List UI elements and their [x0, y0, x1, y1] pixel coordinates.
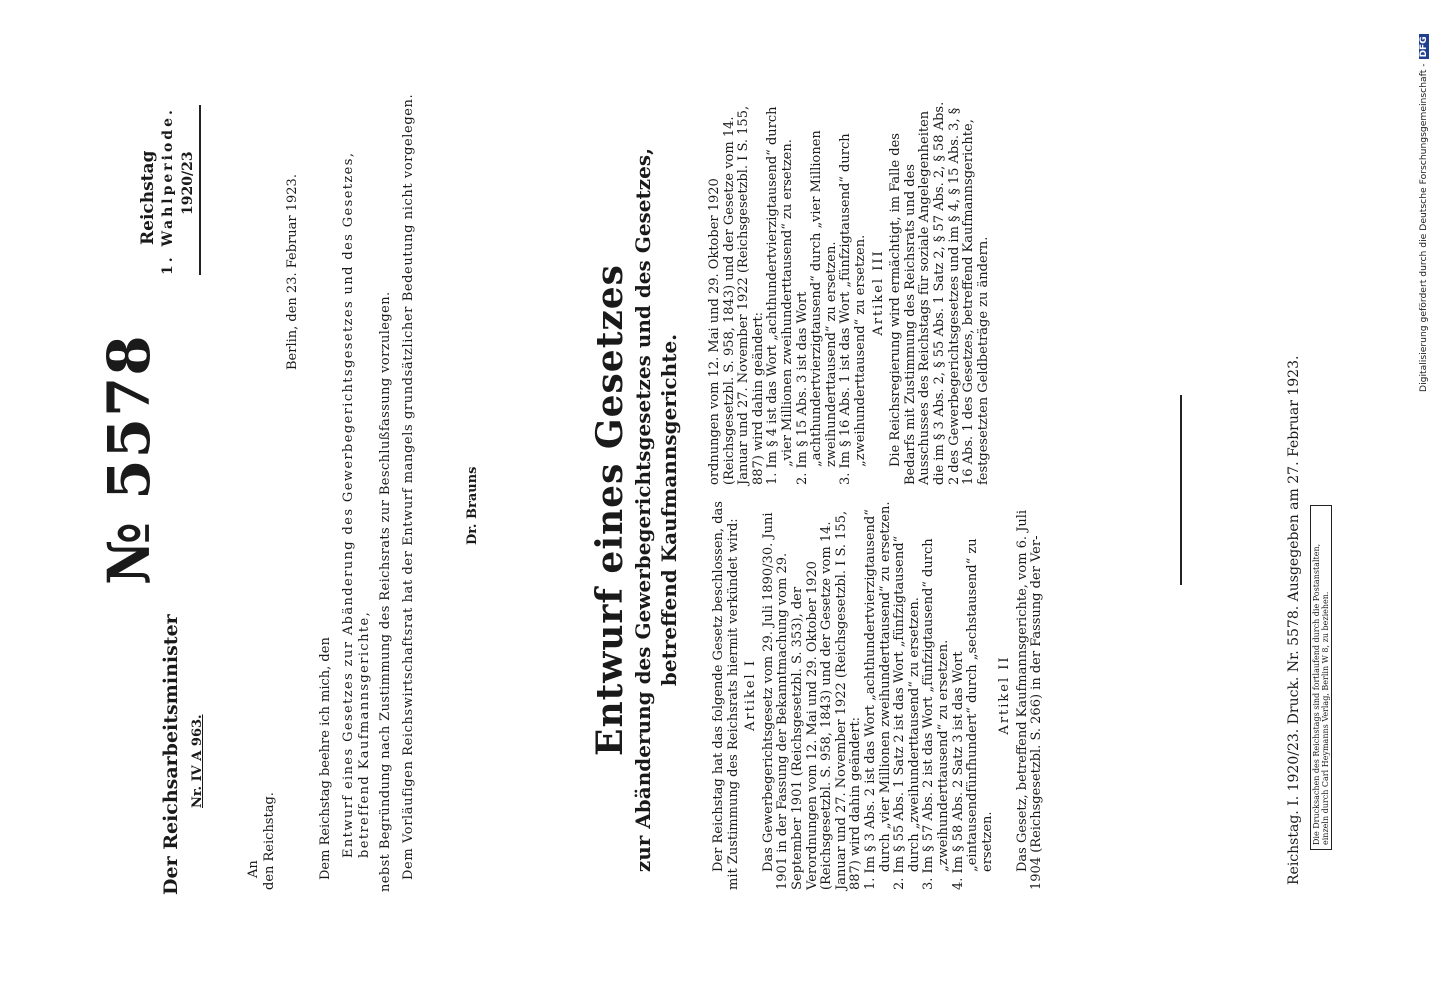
ministry-name: Der Reichsarbeitsminister — [160, 614, 182, 895]
digitization-note — [1418, 34, 1429, 392]
address-line-2: den Reichstag. — [262, 792, 277, 890]
ministry-reference: Nr. IV A 963. — [190, 714, 205, 808]
letter-date: Berlin, den 23. Februar 1923. — [285, 174, 300, 370]
dfg-logo: DFG — [1419, 36, 1429, 58]
bill-subtitle-2: betreffend Kaufmannsgerichte. — [657, 333, 681, 687]
article-1-items — [864, 500, 995, 890]
period-years: 1920/23 — [180, 151, 196, 215]
article-1-item: 3. Im § 57 Abs. 2 ist das Wort „fünfzigtausend“ durch „zweihunderttausend“ zu ersetzen. — [921, 538, 951, 890]
publication-line: Reichstag. I. 1920/23. Druck. Nr. 5578. Ausgegeben am 27. Februar 1923. — [1286, 355, 1302, 885]
text-column-1 — [712, 500, 1045, 890]
imprint-box — [1310, 505, 1332, 850]
article-2-text: Das Gesetz, betreffend Kaufmannsgerichte, vom 6. Juli 1904 (Reichsgesetzbl. S. 266) in der Fassung der Ver- — [1014, 509, 1045, 890]
header-divider — [199, 105, 201, 275]
article-1-item: 4. Im § 58 Abs. 2 Satz 3 ist das Wort „eintausendfünfhundert“ durch „sechstausend“ zu ersetzen. — [950, 538, 995, 890]
bill-title: Entwurf eines Gesetzes — [589, 264, 631, 756]
article-2-item: 1. Im § 4 ist das Wort „achthundertvierzigtausend“ durch „vier Millionen zweihunderttausend“ zu ersetzen. — [765, 106, 795, 485]
address-line-1: An — [246, 860, 261, 878]
digitization-text: Digitalisierung gefördert durch die Deutsche Forschungsgemeinschaft - — [1418, 63, 1429, 392]
article-1-item: 1. Im § 3 Abs. 2 ist das Wort „achthundertvierzigtausend“ durch „vier Millionen zweihunderttausend“ zu ersetzen. — [862, 501, 893, 890]
article-3-text: Die Reichsregierung wird ermächtigt, im Falle des Bedarfs mit Zustimmung des Reichsrats und des Ausschusses des Reichstags für soziale Angelegenheiten die im § 3 Abs. 2, § 55 Abs. 1 Satz 2, § 57 Abs. 2, § 58 Abs. 2 des Gewerbegerichtsgesetzes und im § 4, § 15 Abs. 3, § 16 Abs. 1 des Gesetzes, betreffend Kaufmannsgerichte, festgesetzten Geldbeträge zu ändern. — [888, 101, 991, 485]
letter-line-5: Dem Vorläufigen Reichswirtschaftsrat hat der Entwurf mangels grundsätzlicher Bedeutung nicht vorgelegen. — [401, 93, 416, 880]
bill-title-block — [590, 120, 682, 900]
article-2-item: 2. Im § 15 Abs. 3 ist das Wort „achthundertvierzigtausend“ durch „vier Millionen zweihunderttausend“ zu ersetzen. — [794, 130, 839, 485]
signature: Dr. Brauns — [465, 466, 480, 545]
article-2-items — [766, 100, 868, 485]
letter-line-3: betreffend Kaufmannsgerichte, — [357, 610, 372, 858]
continued-paragraph: ordnungen vom 12. Mai und 29. Oktober 1920 (Reichsgesetzbl. S. 958, 1843) und der Gesetze vom 14. Januar und 27. November 1922 (Reichsgesetzbl. I S. 155, 887) wird dahin geändert: — [707, 105, 766, 485]
bill-subtitle: zur Abänderung des Gewerbegerichtsgesetzes und des Gesetzes, — [631, 147, 655, 873]
document-number: № 5578 — [95, 334, 163, 585]
legislative-period: 1. Wahlperiode. — [160, 107, 176, 275]
article-1-text: Das Gewerbegerichtsgesetz vom 29. Juli 1890/30. Juni 1901 in der Fassung der Bekanntmachung vom 29. September 1901 (Reichsgesetzbl. S. 353), der Verordnungen vom 12. Mai und 29. Oktober 1920 (Reichsgesetzbl. S. 958, 1843) und der Gesetze vom 14. Januar und 27. November 1922 (Reichsgesetzbl. I S. 155, 887) wird dahin geändert: — [760, 510, 864, 890]
article-2-item: 3. Im § 16 Abs. 1 ist das Wort „fünfzigtausend“ durch „zweihunderttausend“ zu ersetzen. — [838, 133, 868, 485]
text-column-2 — [708, 100, 991, 485]
closing-rule — [1180, 395, 1182, 585]
reichstag-heading: Reichstag — [138, 150, 158, 245]
letter-line-4: nebst Begründung nach Zustimmung des Reichsrats zur Beschlußfassung vorzulegen. — [378, 291, 393, 892]
article-2-heading: Artikel II — [997, 655, 1013, 735]
imprint-text: Die Drucksachen des Reichstags sind fortlaufend durch die Postanstalten, einzeln durch Carl Heymanns Verlag, Berlin W 8, zu beziehen. — [1310, 505, 1332, 850]
letter-line-1: Dem Reichstag beehre ich mich, den — [318, 637, 333, 880]
article-1-heading: Artikel I — [743, 659, 759, 731]
letter-line-2: Entwurf eines Gesetzes zur Abänderung des Gewerbegerichtsgesetzes und des Gesetzes, — [341, 151, 356, 858]
article-3-heading: Artikel III — [870, 249, 886, 336]
intro-paragraph: Der Reichstag hat das folgende Gesetz beschlossen, das mit Zustimmung des Reichsrats hiermit verkündet wird: — [711, 501, 741, 890]
article-1-item: 2. Im § 55 Abs. 1 Satz 2 ist das Wort „fünfzigtausend“ durch „zweihunderttausend“ zu ersetzen. — [892, 535, 922, 890]
